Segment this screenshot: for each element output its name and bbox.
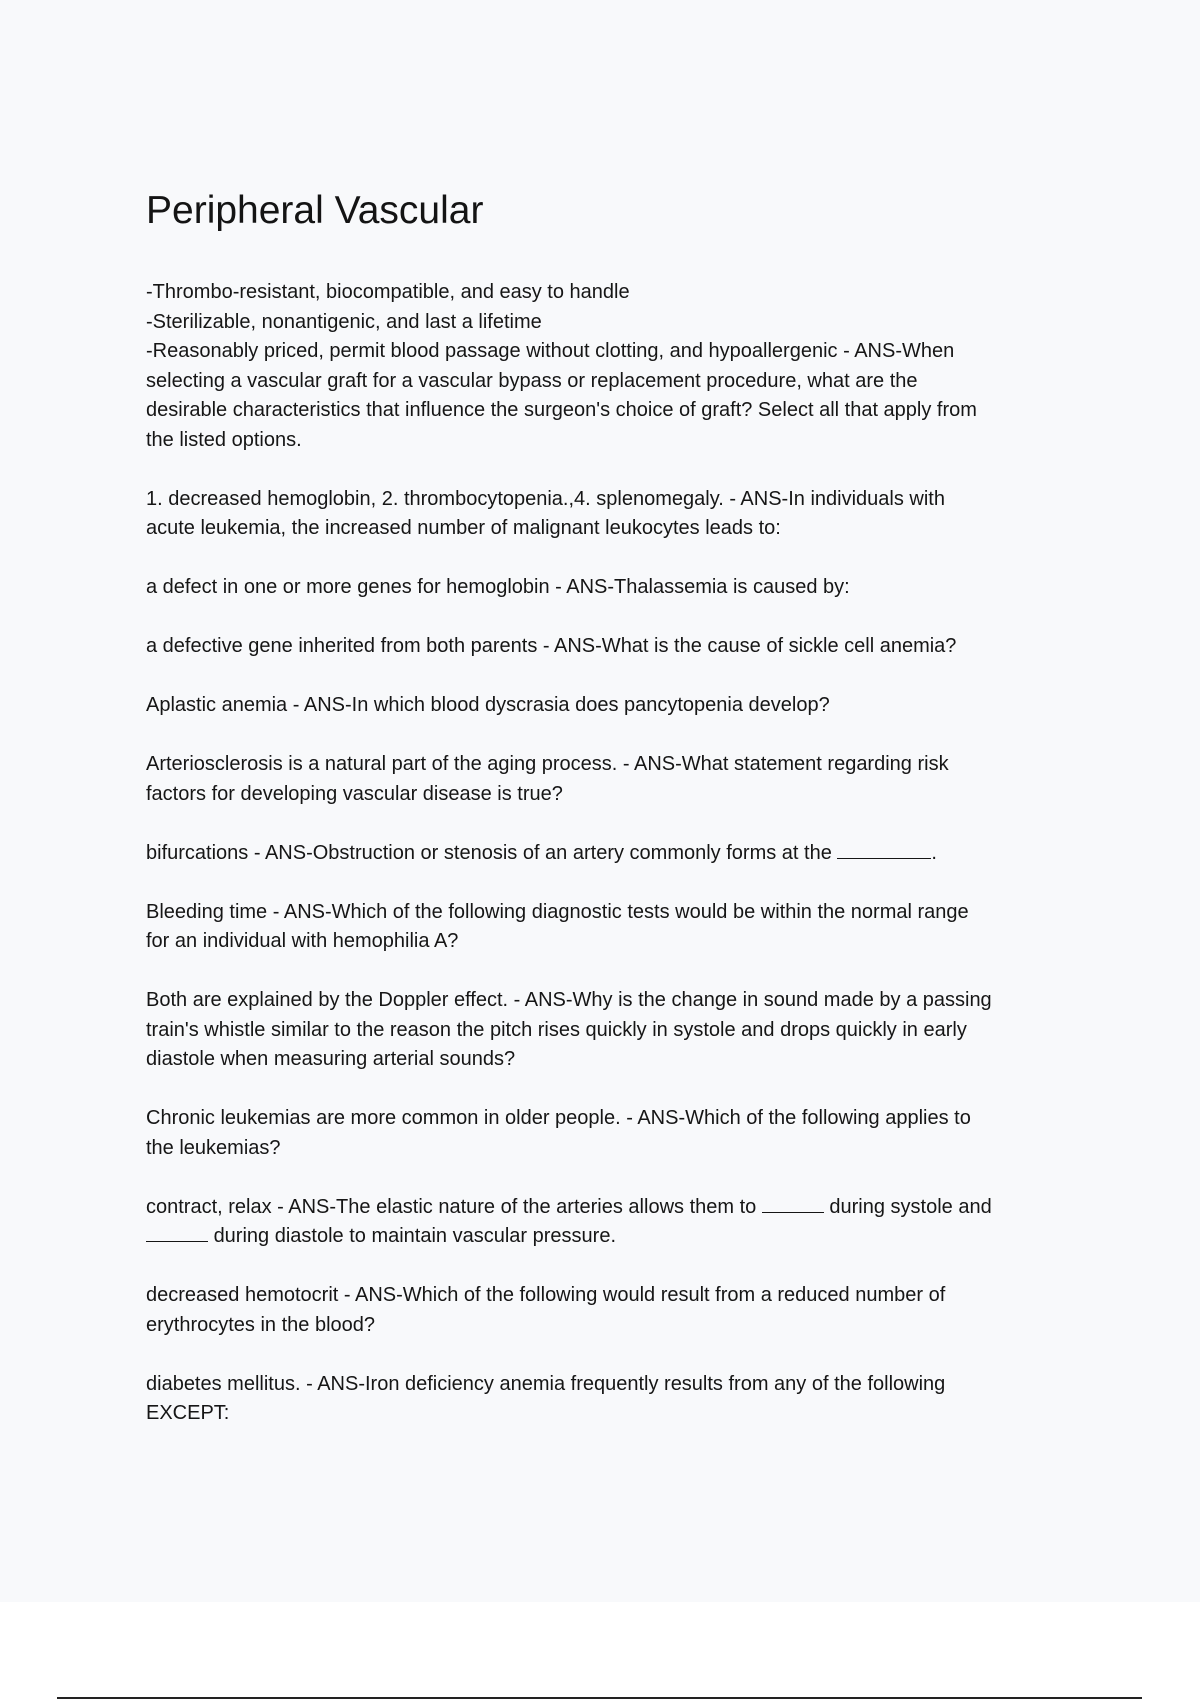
qa-entry-thalassemia: a defect in one or more genes for hemoglobin - ANS-Thalassemia is caused by: [146, 576, 850, 598]
qa-list [146, 278, 1096, 1429]
qa-entry-vascular-graft: -Thrombo-resistant, biocompatible, and easy to handle -Sterilizable, nonantigenic, and last a lifetime -Reasonably priced, permit blood passage without clotting, and hypoallergenic - ANS-When selecting a vascular graft for a vascular bypass or replacement procedure, what are the desirable characteristics that influence the surgeon's choice of graft? Select all that apply from the listed options. [146, 281, 977, 451]
qa-entry-sickle-cell: a defective gene inherited from both parents - ANS-What is the cause of sickle cell anemia? [146, 635, 957, 657]
fill-in-blank [837, 840, 931, 859]
qa-entry-doppler-effect: Both are explained by the Doppler effect. - ANS-Why is the change in sound made by a passing train's whistle similar to the reason the pitch rises quickly in systole and drops quickly in early diastole when measuring arterial sounds? [146, 989, 992, 1070]
qa-entry-iron-deficiency: diabetes mellitus. - ANS-Iron deficiency anemia frequently results from any of the following EXCEPT: [146, 1372, 946, 1424]
qa-entry-aplastic-anemia: Aplastic anemia - ANS-In which blood dyscrasia does pancytopenia develop? [146, 694, 830, 716]
qa-entry-bifurcations: bifurcations - ANS-Obstruction or stenosis of an artery commonly forms at the . [146, 841, 937, 864]
qa-entry-acute-leukemia: 1. decreased hemoglobin, 2. thrombocytopenia.,4. splenomegaly. - ANS-In individuals with acute leukemia, the increased number of malignant leukocytes leads to: [146, 487, 945, 539]
qa-entry-bleeding-time: Bleeding time - ANS-Which of the following diagnostic tests would be within the normal range for an individual with hemophilia A? [146, 900, 969, 952]
footer-divider [57, 1697, 1142, 1699]
document-content [146, 186, 1096, 1458]
page-title: Peripheral Vascular [146, 189, 484, 232]
qa-entry-contract-relax: contract, relax - ANS-The elastic nature of the arteries allows them to during systole and during diastole to maintain vascular pressure. [146, 1195, 992, 1247]
qa-entry-chronic-leukemias: Chronic leukemias are more common in older people. - ANS-Which of the following applies to the leukemias? [146, 1107, 971, 1159]
fill-in-blank [146, 1223, 208, 1242]
fill-in-blank [762, 1194, 824, 1213]
qa-entry-hematocrit: decreased hemotocrit - ANS-Which of the following would result from a reduced number of erythrocytes in the blood? [146, 1284, 946, 1336]
qa-entry-arteriosclerosis: Arteriosclerosis is a natural part of the aging process. - ANS-What statement regarding risk factors for developing vascular disease is true? [146, 753, 949, 805]
